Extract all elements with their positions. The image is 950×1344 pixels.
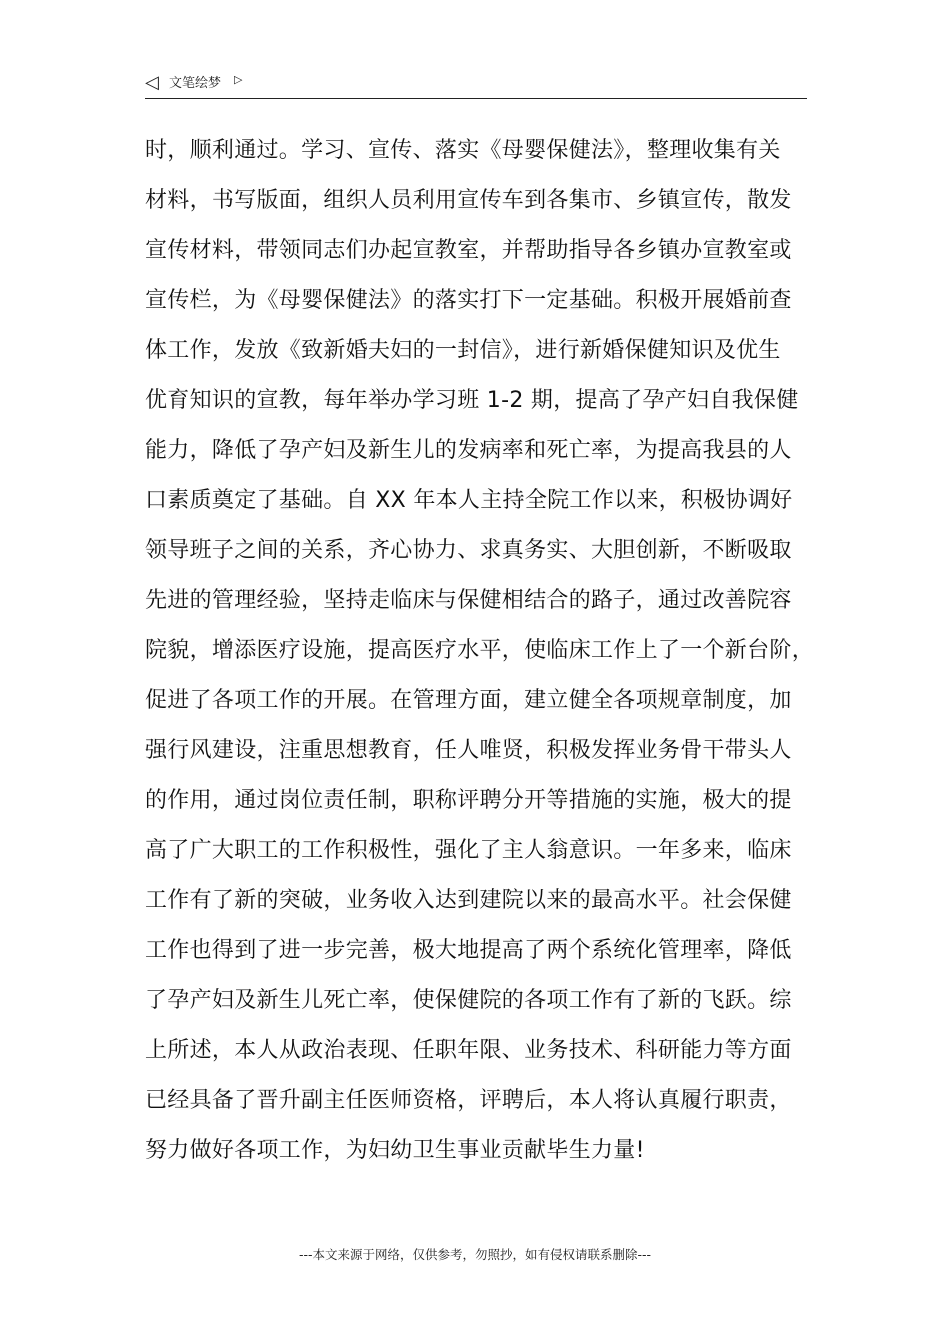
body-line: 努力做好各项工作，为妇幼卫生事业贡献毕生力量! [145, 1138, 645, 1163]
body-line: 的作用，通过岗位责任制，职称评聘分开等措施的实施，极大的提 [145, 788, 792, 813]
document-body [145, 126, 825, 1176]
body-line: 时，顺利通过。学习、宣传、落实《母婴保健法》，整理收集有关 [145, 138, 781, 163]
body-line: 上所述，本人从政治表现、任职年限、业务技术、科研能力等方面 [145, 1038, 792, 1063]
page-header [145, 72, 807, 99]
body-line: 能力，降低了孕产妇及新生儿的发病率和死亡率，为提高我县的人 [145, 438, 792, 463]
right-triangle-icon: ▷ [234, 73, 243, 86]
header-brand: 文笔绘梦 [169, 76, 222, 91]
body-line: 优育知识的宣教，每年举办学习班 1-2 期，提高了孕产妇自我保健 [145, 388, 799, 413]
body-line: 宣传材料，带领同志们办起宣教室，并帮助指导各乡镇办宣教室或 [145, 238, 792, 263]
body-line: 体工作，发放《致新婚夫妇的一封信》，进行新婚保健知识及优生 [145, 338, 781, 363]
body-line: 宣传栏，为《母婴保健法》的落实打下一定基础。积极开展婚前查 [145, 288, 792, 313]
body-line: 工作有了新的突破，业务收入达到建院以来的最高水平。社会保健 [145, 888, 792, 913]
body-line: 口素质奠定了基础。自 XX 年本人主持全院工作以来，积极协调好 [145, 488, 793, 513]
left-triangle-icon: ◁ [145, 72, 159, 93]
body-line: 先进的管理经验，坚持走临床与保健相结合的路子，通过改善院容 [145, 588, 792, 613]
body-line: 材料，书写版面，组织人员利用宣传车到各集市、乡镇宣传，散发 [145, 188, 792, 213]
body-line: 已经具备了晋升副主任医师资格，评聘后，本人将认真履行职责， [145, 1088, 792, 1113]
body-line: 工作也得到了进一步完善，极大地提高了两个系统化管理率，降低 [145, 938, 792, 963]
body-line: 院貌，增添医疗设施，提高医疗水平，使临床工作上了一个新台阶， [145, 638, 815, 663]
body-line: 强行风建设，注重思想教育，任人唯贤，积极发挥业务骨干带头人 [145, 738, 792, 763]
body-line: 了孕产妇及新生儿死亡率，使保健院的各项工作有了新的飞跃。综 [145, 988, 792, 1013]
footer-disclaimer: ---本文来源于网络，仅供参考，勿照抄，如有侵权请联系删除--- [298, 1247, 652, 1262]
body-line: 领导班子之间的关系，齐心协力、求真务实、大胆创新，不断吸取 [145, 538, 792, 563]
body-line: 促进了各项工作的开展。在管理方面，建立健全各项规章制度，加 [145, 688, 792, 713]
body-line: 高了广大职工的工作积极性，强化了主人翁意识。一年多来，临床 [145, 838, 792, 863]
